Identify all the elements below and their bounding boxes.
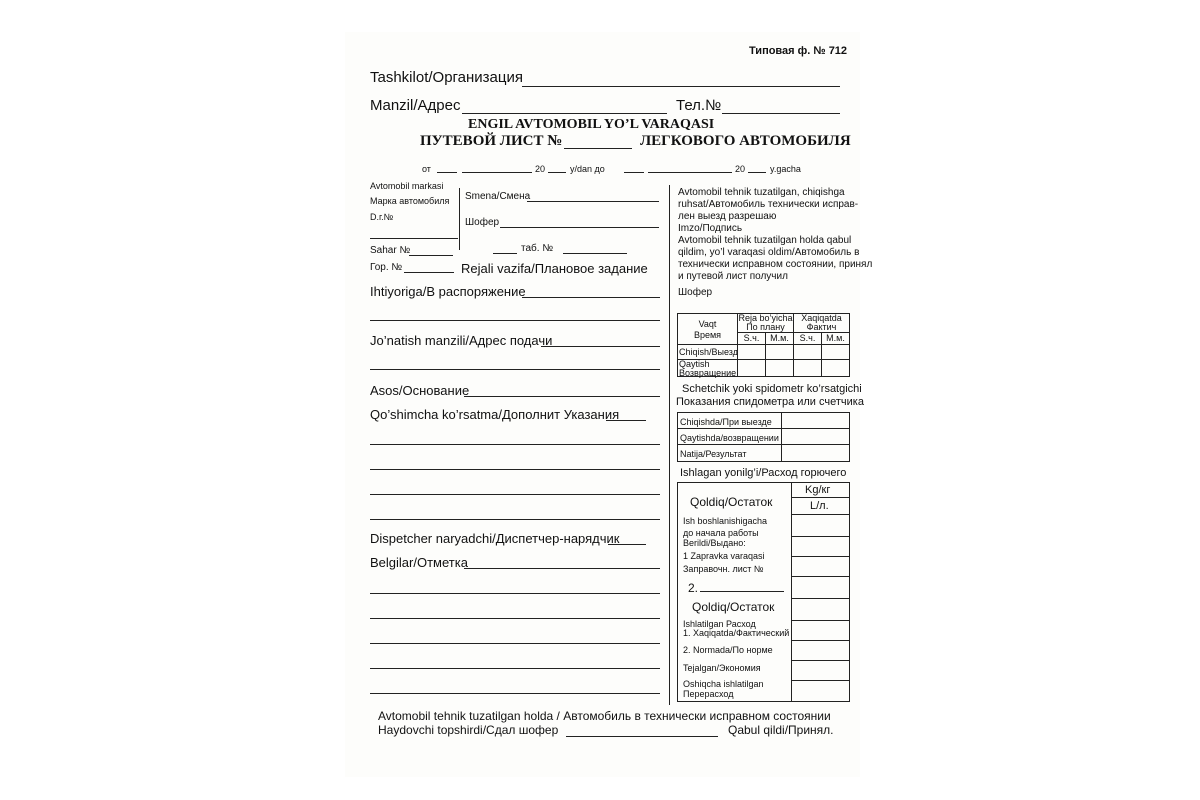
- time-header-cell: [677, 313, 738, 345]
- car-line: [370, 238, 458, 239]
- row-return-label-ru: Возвращение: [679, 368, 737, 378]
- fuel-used-1: Ishlatilgan Расход: [683, 619, 756, 629]
- blank-line: [370, 519, 660, 520]
- row-exit-label: Chiqish/Выезд: [679, 347, 738, 357]
- fuel-remainder-2: Qoldiq/Остаток: [692, 600, 775, 614]
- disposal-label: Ihtiyoriga/В распоряжение: [370, 284, 526, 299]
- plan-header-ru: По плану: [746, 322, 785, 332]
- fuel-item-2: 2.: [688, 581, 699, 595]
- permit-text-2: ruhsat/Автомобиль технически исправ-: [678, 199, 859, 210]
- tab-label: таб. №: [521, 243, 554, 254]
- fuel-title: Ishlagan yonilg’i/Расход горючего: [680, 467, 847, 479]
- gor-label: Гор. №: [370, 262, 403, 273]
- blank-line: [370, 494, 660, 495]
- blank-line: [370, 320, 660, 321]
- reg-number: D.г.№: [370, 212, 394, 222]
- time-cell: [821, 344, 850, 360]
- car-brand-uz: Avtomobil markasi: [370, 181, 444, 191]
- fuel-row-line: [791, 680, 850, 681]
- blank-line: [370, 693, 660, 694]
- date-ydan: y/dan до: [570, 164, 605, 174]
- time-cell: [765, 359, 794, 377]
- odometer-col: [781, 412, 782, 462]
- fuel-start-1: Ish boshlanishigacha: [683, 516, 768, 526]
- sahar-label: Sahar №: [370, 245, 411, 256]
- plan-header-uz: Reja bo’yicha: [738, 313, 793, 323]
- tab-prefix-line: [493, 253, 517, 254]
- blank-line: [370, 593, 660, 594]
- sub-header-2: M.м.: [770, 333, 789, 343]
- delivery-address-label: Jo’natish manzili/Адрес подачи: [370, 333, 553, 348]
- footer-handed: Haydovchi topshirdi/Сдал шофер: [378, 723, 559, 737]
- fact-header-uz: Xaqiqatda: [801, 313, 842, 323]
- fuel-row-line: [791, 598, 850, 599]
- basis-label: Asos/Основание: [370, 383, 470, 398]
- disposal-line: [522, 297, 660, 298]
- fuel-row-line: [791, 536, 850, 537]
- fuel-norm: 2. Normada/По норме: [683, 645, 773, 655]
- right-driver-label: Шофер: [678, 287, 713, 298]
- gor-line: [404, 272, 454, 273]
- address-label: Manzil/Адрес: [370, 97, 461, 114]
- time-cell: [765, 344, 794, 360]
- planned-task-label: Rejali vazifa/Плановое задание: [461, 261, 648, 276]
- odometer-row-return: Qaytishda/возвращении: [680, 433, 779, 443]
- shift-line: [527, 201, 659, 202]
- odometer-row-line: [677, 428, 850, 429]
- fuel-saved: Tejalgan/Экономия: [683, 663, 761, 673]
- odometer-row-result: Natija/Результат: [680, 449, 747, 459]
- sub-header-4: M.м.: [826, 333, 845, 343]
- fact-header-ru: Фактич: [806, 322, 837, 332]
- sub-header-3: S.ч.: [799, 333, 816, 343]
- permit-text-1: Avtomobil tehnik tuzatilgan, chiqishga: [678, 187, 845, 198]
- signature-label: Imzo/Подпись: [678, 223, 743, 234]
- time-cell: [793, 359, 822, 377]
- fuel-row-line: [791, 556, 850, 557]
- blank-line: [370, 369, 660, 370]
- fuel-col: [791, 482, 792, 702]
- time-cell: [737, 359, 766, 377]
- fuel-issued: Berildi/Выдано:: [683, 538, 746, 548]
- row-return-label-uz: Qaytish: [679, 359, 710, 369]
- phone-label: Тел.№: [676, 97, 722, 114]
- odometer-row-exit: Chiqishda/При выезде: [680, 417, 772, 427]
- organization-line: [522, 86, 840, 87]
- date-ygacha: y.gacha: [770, 164, 801, 174]
- date-line: [548, 172, 566, 173]
- delivery-line: [541, 346, 660, 347]
- footer-handed-line: [566, 736, 718, 737]
- fuel-item-2-line: [700, 591, 784, 592]
- blank-line: [370, 643, 660, 644]
- title-uz: ENGIL AVTOMOBIL YO’L VARAQASI: [468, 117, 715, 132]
- additional-label: Qo’shimcha ko’rsatma/Дополнит Указания: [370, 407, 620, 422]
- form-number: Типовая ф. № 712: [749, 45, 848, 57]
- tab-line: [563, 253, 627, 254]
- odometer-title-ru: Показания спидометра или счетчика: [676, 396, 864, 408]
- date-line: [748, 172, 766, 173]
- fuel-over-2: Перерасход: [683, 689, 734, 699]
- column-divider: [669, 185, 670, 705]
- shift-label: Smena/Смена: [465, 191, 531, 202]
- blank-line: [370, 444, 660, 445]
- date-year: 20: [735, 164, 746, 174]
- fuel-used-2: 1. Xaqiqatda/Фактический: [683, 628, 790, 638]
- sahar-line: [409, 255, 453, 256]
- date-from: от: [422, 164, 431, 174]
- fuel-row-line: [791, 620, 850, 621]
- odometer-row-line: [677, 444, 850, 445]
- waybill-number-line: [564, 148, 632, 149]
- time-header-uz: Vaqt: [698, 319, 717, 329]
- time-cell: [737, 344, 766, 360]
- fuel-kg: Kg/кг: [805, 484, 831, 496]
- blank-line: [370, 618, 660, 619]
- date-line: [437, 172, 457, 173]
- fuel-row-line: [791, 514, 850, 515]
- organization-label: Tashkilot/Организация: [370, 69, 523, 86]
- footer-line-1: Avtomobil tehnik tuzatilgan holda / Автомобиль в технически исправном состоянии: [378, 709, 831, 723]
- driver-line: [500, 227, 659, 228]
- fuel-row-line: [791, 497, 850, 498]
- time-cell: [793, 344, 822, 360]
- blank-line: [370, 668, 660, 669]
- accept-text-2: qildim, yo’l varaqasi oldim/Автомобиль в: [678, 247, 860, 258]
- time-header-ru: Время: [693, 330, 722, 340]
- address-line: [462, 113, 667, 114]
- odometer-title-uz: Schetchik yoki spidometr ko’rsatgichi: [682, 383, 862, 395]
- fuel-item-1b: Заправочн. лист №: [683, 564, 764, 574]
- sub-header-1: S.ч.: [743, 333, 760, 343]
- accept-text-3: технически исправном состоянии, принял: [678, 259, 873, 270]
- date-line: [462, 172, 532, 173]
- car-divider: [459, 188, 460, 250]
- marks-line: [464, 568, 660, 569]
- fuel-row-line: [791, 660, 850, 661]
- additional-line: [606, 420, 646, 421]
- accept-text-1: Avtomobil tehnik tuzatilgan holda qabul: [678, 235, 852, 246]
- car-brand-ru: Марка автомобиля: [370, 196, 450, 206]
- dispatcher-label: Dispetcher naryadchi/Диспетчер-нарядчик: [370, 531, 620, 546]
- fuel-row-line: [791, 576, 850, 577]
- title-ru-right: ЛЕГКОВОГО АВТОМОБИЛЯ: [640, 133, 851, 149]
- permit-text-3: лен выезд разрешаю: [678, 211, 777, 222]
- dispatcher-line: [608, 544, 646, 545]
- phone-line: [722, 113, 840, 114]
- driver-label: Шофер: [465, 217, 500, 228]
- time-cell: [821, 359, 850, 377]
- date-mid: 20: [535, 164, 546, 174]
- fuel-over-1: Oshiqcha ishlatilgan: [683, 679, 764, 689]
- blank-line: [370, 469, 660, 470]
- fuel-remainder: Qoldiq/Остаток: [690, 495, 773, 509]
- date-line: [624, 172, 644, 173]
- fuel-start-2: до начала работы: [683, 528, 759, 538]
- accept-text-4: и путевой лист получил: [678, 271, 788, 282]
- date-line: [648, 172, 732, 173]
- basis-line: [464, 396, 660, 397]
- fuel-row-line: [791, 640, 850, 641]
- fuel-item-1: 1 Zapravka varaqasi: [683, 551, 765, 561]
- footer-accepted: Qabul qildi/Принял.: [728, 723, 834, 737]
- title-ru-left: ПУТЕВОЙ ЛИСТ №: [420, 133, 563, 149]
- fuel-l: L/л.: [810, 500, 829, 512]
- marks-label: Belgilar/Отметка: [370, 555, 468, 570]
